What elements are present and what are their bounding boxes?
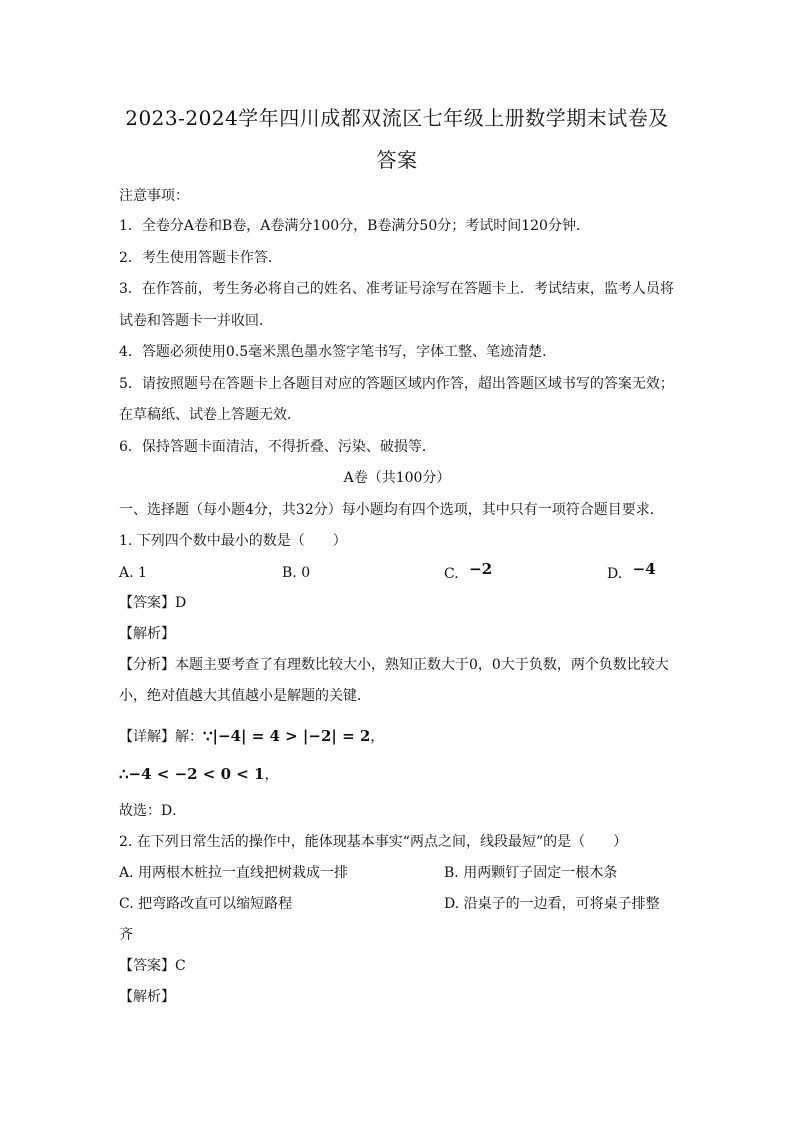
q2-stem: 2. 在下列日常生活的操作中，能体现基本事实“两点之间，线段最短”的是（ ） <box>119 834 628 850</box>
notice-item: 1．全卷分A卷和B卷，A卷满分100分，B卷满分50分；考试时间120分钟． <box>119 218 590 234</box>
document-title-line1: 2023-2024学年四川成都双流区七年级上册数学期末试卷及 <box>125 106 669 130</box>
document-title-line2: 答案 <box>376 148 418 172</box>
section-a-heading: A卷（共100分） <box>343 470 451 486</box>
q2-option-d: D. 沿桌子的一边看，可将桌子排整 <box>444 896 660 912</box>
q1-fenxi-line2: 小，绝对值越大其值越小是解题的关键． <box>119 688 371 704</box>
notice-item: 2．考生使用答题卡作答． <box>119 250 282 266</box>
q2-option-c: C. 把弯路改直可以缩短路程 <box>119 896 293 912</box>
q1-option-d-value: −4 <box>632 560 656 578</box>
q1-option-d-label: D. <box>607 566 623 582</box>
q1-detail-line2 <box>119 764 278 785</box>
q2-option-b: B. 用两颗钉子固定一根木条 <box>444 865 618 881</box>
q1-option-c-value: −2 <box>469 560 493 578</box>
q1-answer: 【答案】D <box>119 595 187 611</box>
part1-heading: 一、选择题（每小题4分，共32分）每小题均有四个选项，其中只有一项符合题目要求． <box>119 502 664 518</box>
because-symbol: ∵ <box>203 727 213 745</box>
q1-detail-expression2: −4 < −2 < 0 < 1 <box>128 765 265 783</box>
q1-option-a: A. 1 <box>119 565 147 581</box>
therefore-symbol: ∴ <box>119 765 129 783</box>
q2-analysis-label: 【解析】 <box>119 989 175 1005</box>
notice-item: 试卷和答题卡一并收回． <box>119 313 273 329</box>
notice-item: 4．答题必须使用0.5毫米黑色墨水签字笔书写，字体工整、笔迹清楚． <box>119 344 557 360</box>
notice-heading: 注意事项： <box>119 188 189 204</box>
q1-detail-expression1: |−4| = 4 > |−2| = 2 <box>212 727 371 745</box>
q2-answer: 【答案】C <box>119 958 186 974</box>
notice-item: 6．保持答题卡面清洁，不得折叠、污染、破损等． <box>119 439 436 455</box>
q1-fenxi-line1: 【分析】本题主要考查了有理数比较大小，熟知正数大于0，0大于负数，两个负数比较大 <box>119 657 669 673</box>
notice-item: 3．在作答前，考生务必将自己的姓名、准考证号涂写在答题卡上．考试结束，监考人员将 <box>119 281 674 297</box>
q1-detail-comma2: ， <box>264 767 279 783</box>
notice-item: 5．请按照题号在答题卡上各题目对应的答题区域内作答，超出答题区域书写的答案无效； <box>119 376 674 392</box>
q1-option-d <box>607 560 656 584</box>
q2-option-a: A. 用两根木桩拉一直线把树栽成一排 <box>119 865 349 881</box>
q1-conclusion: 故选：D． <box>119 803 187 819</box>
q1-analysis-label: 【解析】 <box>119 626 175 642</box>
notice-item: 在草稿纸、试卷上答题无效． <box>119 407 301 423</box>
q1-option-c-label: C. <box>444 566 459 582</box>
q2-option-d-continuation: 齐 <box>119 927 133 943</box>
q1-option-b: B. 0 <box>282 565 311 581</box>
q1-detail-prefix: 【详解】解： <box>119 729 203 745</box>
q1-stem: 1. 下列四个数中最小的数是（ ） <box>119 533 347 549</box>
q1-option-c <box>444 560 493 584</box>
q1-detail-comma1: ， <box>370 729 385 745</box>
q1-detail-line1 <box>119 726 384 747</box>
